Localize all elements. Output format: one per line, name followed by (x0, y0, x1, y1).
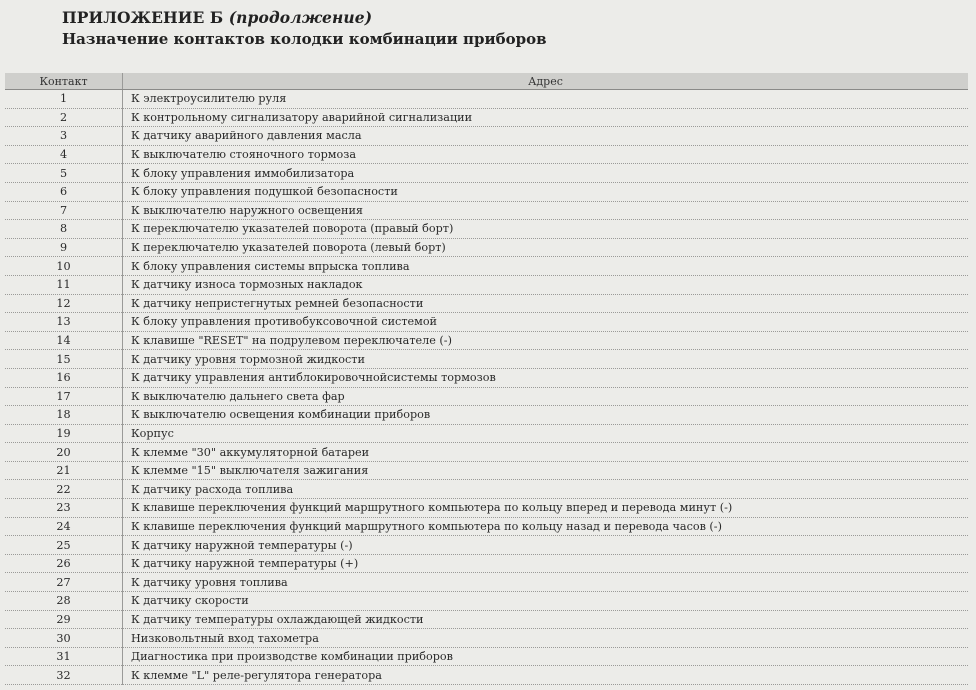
contact-number: 11 (5, 275, 123, 294)
contact-address: Корпус (123, 424, 969, 443)
contact-address: К клавише переключения функций маршрутного компьютера по кольцу вперед и перевода минут (-) (123, 499, 969, 518)
column-header-contact: Контакт (5, 73, 123, 90)
table-row (5, 517, 968, 536)
contact-address: К контрольному сигнализатору аварийной сигнализации (123, 108, 969, 127)
table-row (5, 554, 968, 573)
contact-number: 25 (5, 536, 123, 555)
contact-address: К блоку управления противобуксовочной системой (123, 313, 969, 332)
contact-address: Низковольтный вход тахометра (123, 629, 969, 648)
contact-address: К датчику управления антиблокировочнойсистемы тормозов (123, 368, 969, 387)
contact-address: К переключателю указателей поворота (левый борт) (123, 238, 969, 257)
table-caption: Назначение контактов колодки комбинации приборов (62, 30, 547, 48)
contact-number: 24 (5, 517, 123, 536)
table-row (5, 592, 968, 611)
table-row (5, 666, 968, 685)
contact-number: 1 (5, 90, 123, 109)
table-body (5, 90, 968, 685)
contact-number: 13 (5, 313, 123, 332)
table-row (5, 629, 968, 648)
contact-number: 22 (5, 480, 123, 499)
appendix-title-suffix: (продолжение) (228, 8, 373, 27)
contact-address: Диагностика при производстве комбинации приборов (123, 647, 969, 666)
table-row (5, 201, 968, 220)
table-row (5, 350, 968, 369)
contact-number: 2 (5, 108, 123, 127)
contact-number: 19 (5, 424, 123, 443)
contact-number: 6 (5, 182, 123, 201)
table-row (5, 90, 968, 109)
table-row (5, 424, 968, 443)
contact-address: К датчику наружной температуры (+) (123, 554, 969, 573)
table-row (5, 461, 968, 480)
contact-number: 7 (5, 201, 123, 220)
contact-number: 9 (5, 238, 123, 257)
contact-address: К датчику износа тормозных накладок (123, 275, 969, 294)
contact-address: К блоку управления подушкой безопасности (123, 182, 969, 201)
contact-address: К датчику аварийного давления масла (123, 127, 969, 146)
table-row (5, 573, 968, 592)
contact-address: К датчику уровня тормозной жидкости (123, 350, 969, 369)
contact-address: К клемме "L" реле-регулятора генератора (123, 666, 969, 685)
contact-number: 5 (5, 164, 123, 183)
table-row (5, 294, 968, 313)
contact-number: 30 (5, 629, 123, 648)
table-row (5, 257, 968, 276)
table-row (5, 127, 968, 146)
contact-number: 10 (5, 257, 123, 276)
contacts-table (5, 73, 968, 685)
contact-address: К блоку управления системы впрыска топлива (123, 257, 969, 276)
contact-number: 23 (5, 499, 123, 518)
contact-address: К датчику скорости (123, 592, 969, 611)
contact-number: 27 (5, 573, 123, 592)
contact-number: 21 (5, 461, 123, 480)
table-row (5, 164, 968, 183)
contact-address: К блоку управления иммобилизатора (123, 164, 969, 183)
table-row (5, 443, 968, 462)
table-row (5, 182, 968, 201)
contact-address: К датчику температуры охлаждающей жидкости (123, 610, 969, 629)
table-row (5, 647, 968, 666)
table-row (5, 368, 968, 387)
contact-number: 4 (5, 145, 123, 164)
table-header-row (5, 73, 968, 90)
contact-address: К датчику непристегнутых ремней безопасности (123, 294, 969, 313)
table-row (5, 406, 968, 425)
contact-address: К выключателю наружного освещения (123, 201, 969, 220)
contact-address: К датчику уровня топлива (123, 573, 969, 592)
contact-address: К выключателю дальнего света фар (123, 387, 969, 406)
column-header-address: Адрес (123, 73, 969, 90)
appendix-title (62, 8, 547, 28)
contact-number: 12 (5, 294, 123, 313)
heading (62, 8, 547, 50)
contact-address: К переключателю указателей поворота (правый борт) (123, 220, 969, 239)
contact-number: 8 (5, 220, 123, 239)
table-row (5, 108, 968, 127)
contact-address: К клавише переключения функций маршрутного компьютера по кольцу назад и перевода часов (-) (123, 517, 969, 536)
contact-number: 15 (5, 350, 123, 369)
table-row (5, 536, 968, 555)
contact-address: К датчику расхода топлива (123, 480, 969, 499)
contact-number: 3 (5, 127, 123, 146)
contact-address: К выключателю освещения комбинации приборов (123, 406, 969, 425)
contact-number: 20 (5, 443, 123, 462)
table-row (5, 275, 968, 294)
table-row (5, 387, 968, 406)
table-row (5, 610, 968, 629)
appendix-title-main: ПРИЛОЖЕНИЕ Б (62, 8, 224, 27)
contact-address: К электроусилителю руля (123, 90, 969, 109)
contact-number: 18 (5, 406, 123, 425)
table-row (5, 145, 968, 164)
table-row (5, 480, 968, 499)
contact-address: К клавише "RESET" на подрулевом переключателе (-) (123, 331, 969, 350)
contact-number: 29 (5, 610, 123, 629)
contact-number: 16 (5, 368, 123, 387)
contact-number: 17 (5, 387, 123, 406)
contact-number: 28 (5, 592, 123, 611)
table-row (5, 313, 968, 332)
table-row (5, 499, 968, 518)
contact-number: 31 (5, 647, 123, 666)
contact-address: К выключателю стояночного тормоза (123, 145, 969, 164)
contact-address: К клемме "15" выключателя зажигания (123, 461, 969, 480)
contact-number: 14 (5, 331, 123, 350)
table-row (5, 331, 968, 350)
table-row (5, 238, 968, 257)
table-row (5, 220, 968, 239)
contact-number: 32 (5, 666, 123, 685)
contact-number: 26 (5, 554, 123, 573)
contact-address: К клемме "30" аккумуляторной батареи (123, 443, 969, 462)
contact-address: К датчику наружной температуры (-) (123, 536, 969, 555)
